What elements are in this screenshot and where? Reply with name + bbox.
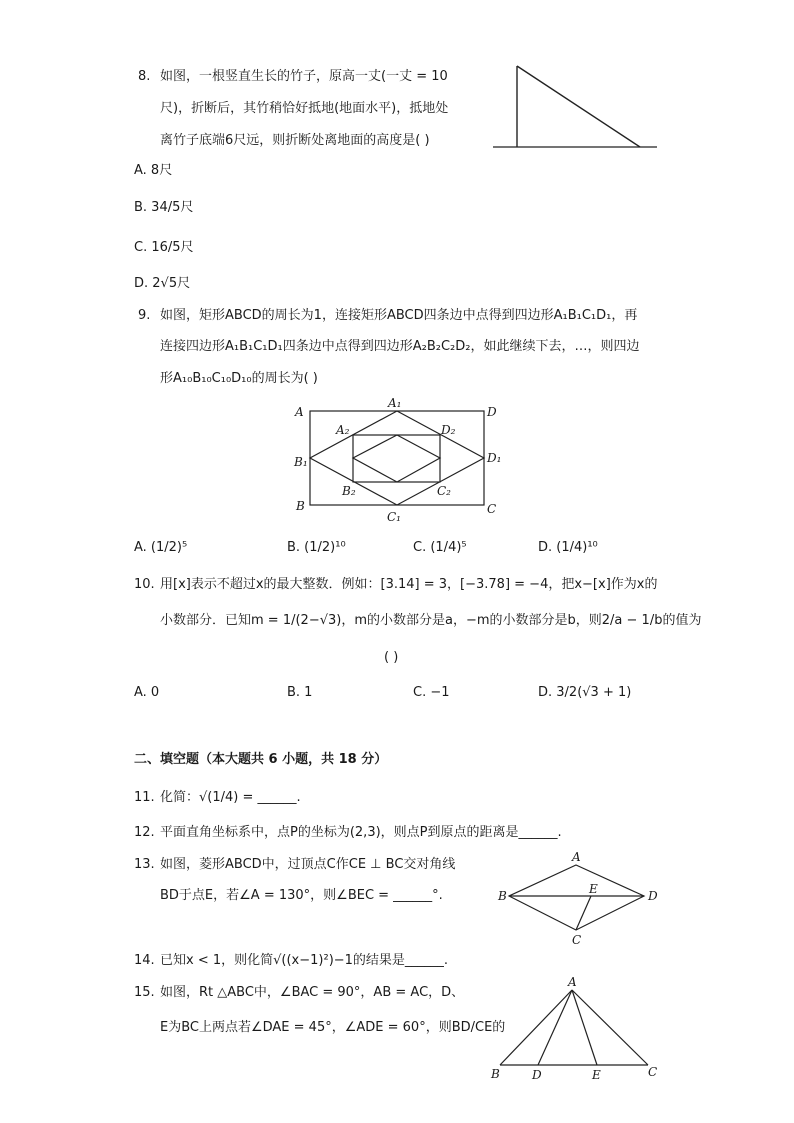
q15-label-c: C	[648, 1065, 658, 1079]
q10-option-b: B. 1	[287, 685, 313, 700]
q15-label-a: A	[568, 975, 577, 989]
q8-line2: 尺)，折断后，其竹稍恰好抵地(地面水平)，抵地处	[160, 101, 449, 116]
q9-label-d: D	[487, 405, 497, 419]
q13-label-a: A	[572, 850, 581, 864]
q9-label-c2: C₂	[437, 484, 451, 498]
q9-number: 9.	[138, 308, 151, 323]
q9-line1: 如图，矩形ABCD的周长为1，连接矩形ABCD四条边中点得到四边形A₁B₁C₁D₁，再	[160, 308, 638, 323]
q10-option-c: C. −1	[413, 685, 450, 700]
q8-number: 8.	[138, 69, 151, 84]
q14-text: 已知x < 1，则化简√((x−1)²)−1的结果是______.	[160, 953, 449, 968]
q9-label-a2: A₂	[336, 423, 350, 437]
q9-label-b2: B₂	[342, 484, 356, 498]
q10-line2: 小数部分．已知m = 1/(2−√3)，m的小数部分是a，−m的小数部分是b，则2/a − 1/b的值为	[160, 613, 702, 628]
q8-option-a: A. 8尺	[134, 163, 173, 178]
q8-line1: 如图，一根竖直生长的竹子，原高一丈(一丈 = 10	[160, 69, 448, 84]
q9-label-d1: D₁	[487, 451, 502, 465]
q15-triangle-figure	[488, 974, 668, 1084]
q13-rhombus-figure	[492, 848, 672, 948]
q15-line2: E为BC上两点若∠DAE = 45°，∠ADE = 60°，则BD/CE的	[160, 1020, 506, 1035]
q12-text: 平面直角坐标系中，点P的坐标为(2,3)，则点P到原点的距离是______.	[160, 825, 562, 840]
q13-line2: BD于点E，若∠A = 130°，则∠BEC = ______°.	[160, 888, 443, 903]
q11-text: 化简：√(1/4) = ______.	[160, 790, 301, 805]
q15-label-e: E	[592, 1068, 601, 1082]
q12-number: 12.	[134, 825, 155, 840]
q13-label-d: D	[648, 889, 658, 903]
q13-line1: 如图，菱形ABCD中，过顶点C作CE ⊥ BC交对角线	[160, 857, 456, 872]
q10-option-a: A. 0	[134, 685, 160, 700]
q11-number: 11.	[134, 790, 155, 805]
q9-nested-rectangles-figure	[290, 395, 520, 525]
q15-label-b: B	[491, 1067, 500, 1081]
q8-bamboo-figure	[490, 60, 670, 160]
q9-label-c1: C₁	[387, 510, 401, 524]
q9-label-b1: B₁	[294, 455, 308, 469]
q9-line3: 形A₁₀B₁₀C₁₀D₁₀的周长为( )	[160, 371, 318, 386]
q9-label-b: B	[296, 499, 305, 513]
q13-number: 13.	[134, 857, 155, 872]
q10-line3: ( )	[384, 650, 399, 665]
q9-label-d2: D₂	[441, 423, 456, 437]
q9-label-a: A	[295, 405, 304, 419]
q13-label-c: C	[572, 933, 582, 947]
q9-option-d: D. (1/4)¹⁰	[538, 540, 598, 555]
q10-number: 10.	[134, 577, 155, 592]
q10-option-d: D. 3/2(√3 + 1)	[538, 685, 632, 700]
q15-label-d: D	[532, 1068, 542, 1082]
q15-number: 15.	[134, 985, 155, 1000]
q9-line2: 连接四边形A₁B₁C₁D₁四条边中点得到四边形A₂B₂C₂D₂，如此继续下去，…，则四边	[160, 339, 640, 354]
q14-number: 14.	[134, 953, 155, 968]
q9-option-c: C. (1/4)⁵	[413, 540, 467, 555]
q13-label-e: E	[589, 882, 598, 896]
q13-label-b: B	[498, 889, 507, 903]
section-2-title: 二、填空题（本大题共 6 小题，共 18 分）	[134, 752, 388, 767]
q10-line1: 用[x]表示不超过x的最大整数．例如：[3.14] = 3，[−3.78] = −4，把x−[x]作为x的	[160, 577, 658, 592]
q15-line1: 如图，Rt △ABC中，∠BAC = 90°，AB = AC，D、	[160, 985, 465, 1000]
q8-option-b: B. 34/5尺	[134, 200, 194, 215]
q8-line3: 离竹子底端6尺远，则折断处离地面的高度是( )	[160, 133, 430, 148]
q9-option-a: A. (1/2)⁵	[134, 540, 188, 555]
q8-option-d: D. 2√5尺	[134, 276, 191, 291]
q9-label-c: C	[487, 502, 497, 516]
q9-label-a1: A₁	[388, 396, 402, 410]
q8-option-c: C. 16/5尺	[134, 240, 194, 255]
q9-option-b: B. (1/2)¹⁰	[287, 540, 346, 555]
